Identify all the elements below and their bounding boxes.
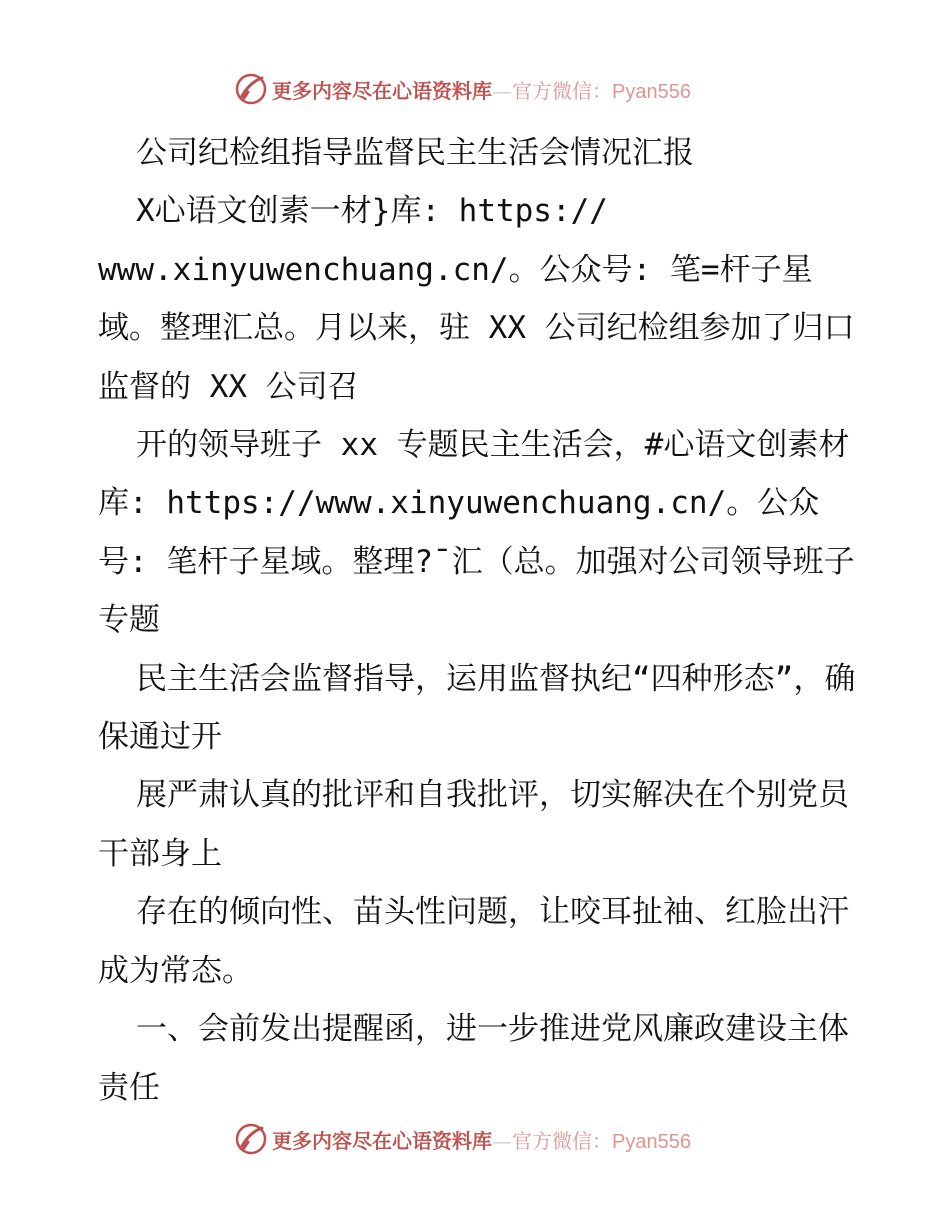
banner-wechat-id: Pyan556 (612, 1130, 691, 1153)
document-title: 公司纪检组指导监督民主生活会情况汇报 (136, 135, 694, 171)
banner-separator: — (492, 78, 512, 103)
footer-banner (234, 1122, 691, 1156)
section-heading: 一、会前发出提醒函，进一步推进党风廉政建设主体责任 (98, 1011, 849, 1106)
paragraph: www.xinyuwenchuang.cn/。公众号: 笔=杆子星域。整理汇总。月以来，驻 XX 公司纪检组参加了归口监督的 XX 公司召 (98, 251, 855, 405)
banner-text (272, 1125, 691, 1154)
banner-separator: — (492, 1128, 512, 1153)
paragraph: 展严肃认真的批评和自我批评，切实解决在个别党员干部身上 (98, 777, 849, 872)
paragraph: 存在的倾向性、苗头性问题，让咬耳扯袖、红脸出汗成为常态。 (98, 894, 849, 989)
banner-text (272, 75, 691, 104)
brush-logo-icon (234, 72, 268, 106)
paragraph: X心语文创素一材}库: https:// (136, 193, 608, 230)
banner-wechat-id: Pyan556 (612, 80, 691, 103)
banner-wechat-label: 官方微信： (512, 1128, 612, 1153)
header-banner (234, 72, 691, 106)
brush-logo-icon (234, 1122, 268, 1156)
banner-wechat-label: 官方微信： (512, 78, 612, 103)
document-body (98, 124, 858, 1117)
banner-main-text: 更多内容尽在心语资料库 (272, 78, 492, 103)
banner-main-text: 更多内容尽在心语资料库 (272, 1128, 492, 1153)
paragraph: 民主生活会监督指导，运用监督执纪“四种形态”，确保通过开 (98, 660, 856, 756)
paragraph: 开的领导班子 xx 专题民主生活会，#心语文创素材库: https://www.xinyuwenchuang.cn/。公众号: 笔杆子星域。整理?¯汇（总。加强对公司领导班子专题 (98, 427, 855, 639)
